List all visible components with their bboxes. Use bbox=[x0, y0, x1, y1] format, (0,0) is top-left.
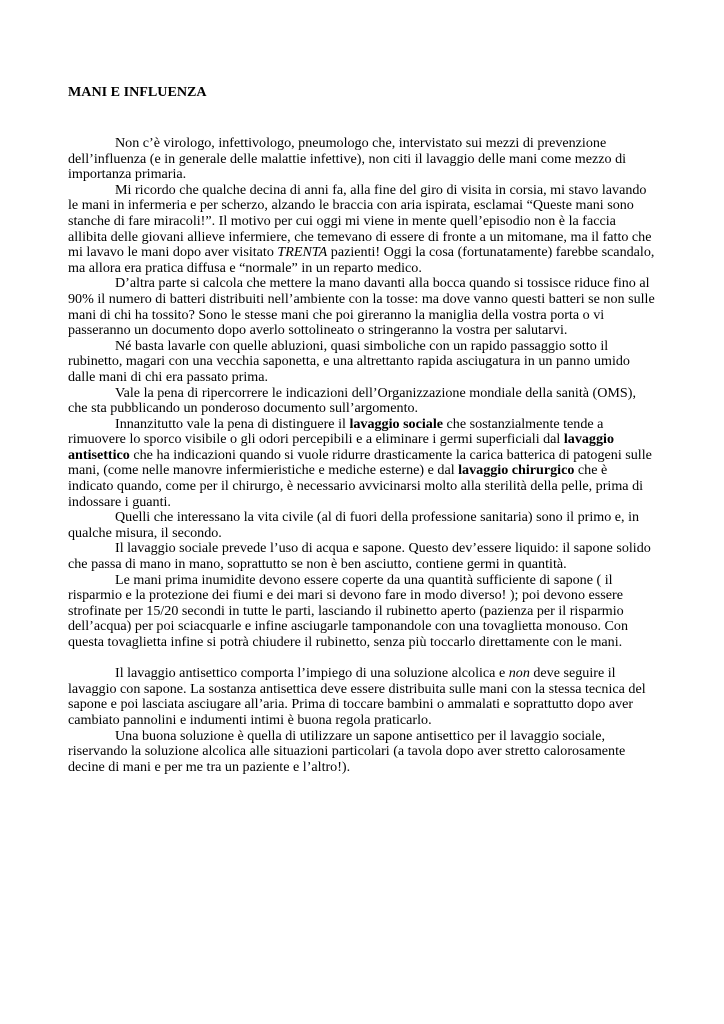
text-run: pazienti! Oggi la cosa (fortunatamente) farebbe scandalo, ma allora era pratica diffusa e “normale” in un reparto medico. bbox=[68, 244, 655, 276]
text-run: Non c’è virologo, infettivologo, pneumologo che, intervistato sui mezzi di prevenzione dell’influenza (e in generale delle malattie infettive), non citi il lavaggio delle mani come mezzo di importanza primaria. bbox=[68, 135, 627, 183]
paragraph bbox=[68, 510, 656, 541]
text-run: Vale la pena di ripercorrere le indicazioni dell’Organizzazione mondiale della sanità (OMS), che sta pubblicando un ponderoso documento sull’argomento. bbox=[68, 384, 636, 417]
bold-term: lavaggio sociale bbox=[349, 415, 443, 432]
italic-term: TRENTA bbox=[277, 244, 328, 261]
text-run: Né basta lavarle con quelle abluzioni, quasi simboliche con un rapido passaggio sotto il rubinetto, magari con una vecchia saponetta, e una altrettanto rapida asciugatura in un panno umido dalle mani di chi era passato prima. bbox=[68, 337, 630, 385]
document-body bbox=[68, 84, 656, 775]
bold-term: lavaggio antisettico bbox=[68, 431, 614, 463]
paragraph bbox=[68, 666, 656, 728]
text-run: Le mani prima inumidite devono essere coperte da una quantità sufficiente di sapone ( il risparmio e la protezione dei fiumi e dei mari si devono fare in modo diverso! ); poi devono essere strofinate per 15/20 secondi in tutte le parti, lasciando il rubinetto aperto (pazienza per il risparmio dell’acqua) per poi sciacquarle e infine asciugarle tamponandole con una tovaglietta monouso. Con questa tovaglietta infine si potrà chiudere il rubinetto, senza più toccarlo direttamente con le mani. bbox=[68, 571, 629, 650]
paragraph bbox=[68, 339, 656, 386]
text-run: D’altra parte si calcola che mettere la mano davanti alla bocca quando si tossisce riduce fino al 90% il numero di batteri distribuiti nell’ambiente con la tosse: ma dove vanno questi batteri se non sulle mani di chi ha tossito? Sono le stesse mani che poi gireranno la maniglia della vostra porta o vi passeranno un documento dopo averlo sottolineato o stringeranno la vostra per salutarvi. bbox=[68, 275, 655, 339]
paragraph bbox=[68, 276, 656, 338]
paragraph bbox=[68, 729, 656, 776]
bold-term: lavaggio chirurgico bbox=[458, 462, 575, 479]
paragraph bbox=[68, 183, 656, 277]
paragraph bbox=[68, 417, 656, 511]
text-run: Il lavaggio antisettico comporta l’impiego di una soluzione alcolica e bbox=[115, 665, 509, 682]
page-title: MANI E INFLUENZA bbox=[68, 84, 207, 100]
text-run: Una buona soluzione è quella di utilizzare un sapone antisettico per il lavaggio sociale, riservando la soluzione alcolica alle situazioni particolari (a tavola dopo aver stretto calorosamente decine di mani e per me tra un paziente e l’altro!). bbox=[68, 727, 626, 775]
text-run: che ha indicazioni quando si vuole ridurre drasticamente la carica batterica di patogeni sulle mani, (come nelle manovre infermieristiche e mediche esterne) e dal bbox=[68, 446, 652, 479]
text-run: Il lavaggio sociale prevede l’uso di acqua e sapone. Questo dev’essere liquido: il sapone solido che passa di mano in mano, soprattutto se non è ben asciutto, contiene germi in quantità. bbox=[68, 540, 651, 573]
paragraph bbox=[68, 136, 656, 183]
italic-term: non bbox=[508, 665, 530, 682]
paragraph bbox=[68, 541, 656, 572]
paragraph bbox=[68, 573, 656, 651]
text-run: Mi ricordo che qualche decina di anni fa, alla fine del giro di visita in corsia, mi stavo lavando le mani in infermeria e per scherzo, alzando le braccia con aria ispirata, esclamai “Queste mani sono stanche di fare miracoli!”. Il motivo per cui oggi mi viene in mente quell’episodio non è la faccia allibita delle giovani allieve infermiere, che temevano di essere di fronte a un mitomane, ma il fatto che mi lavavo le mani dopo aver visitato bbox=[68, 181, 652, 261]
text-run: che è indicato quando, come per il chirurgo, è necessario avvicinarsi molto alla sterilità della pelle, prima di indossare i guanti. bbox=[68, 462, 644, 510]
text-run: Quelli che interessano la vita civile (al di fuori della professione sanitaria) sono il primo e, in qualche misura, il secondo. bbox=[68, 509, 640, 541]
text-run: Innanzitutto vale la pena di distinguere il bbox=[115, 415, 350, 432]
text-run: deve seguire il lavaggio con sapone. La sostanza antisettica deve essere distribuita sulle mani con la stessa tecnica del sapone e poi lasciata asciugare all’aria. Prima di toccare bambini o ammalati e soprattutto dopo aver cambiato pannolini e indumenti intimi è buona regola praticarlo. bbox=[68, 665, 646, 728]
text-run: che sostanzialmente tende a rimuovere lo sporco visibile o gli odori percepibili e a eliminare i germi superficiali dal bbox=[68, 415, 604, 448]
paragraph bbox=[68, 386, 656, 417]
